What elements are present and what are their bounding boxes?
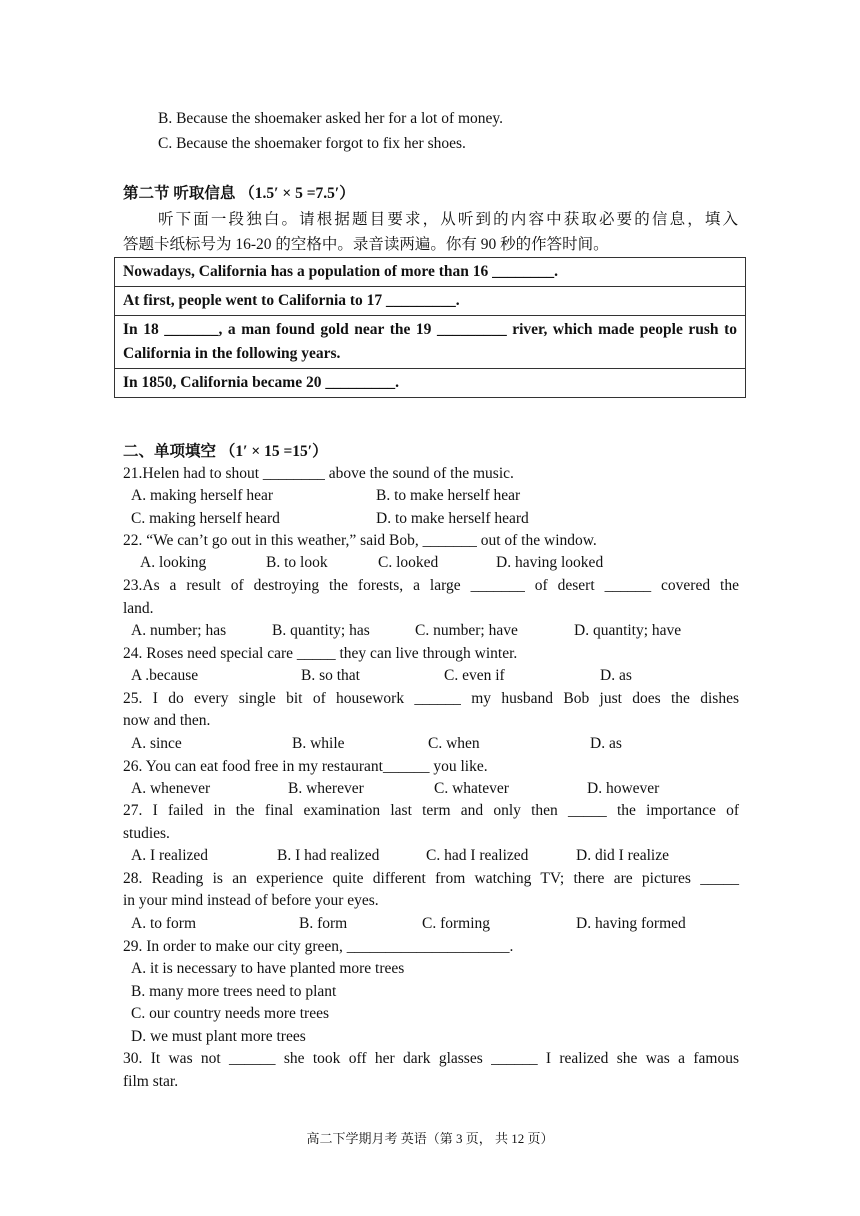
option-b: B. wherever xyxy=(288,780,364,797)
option-c: C. when xyxy=(428,735,480,752)
option-b: B. many more trees need to plant xyxy=(131,983,337,1000)
question-stem-cont: land. xyxy=(123,600,154,617)
option-c: C. Because the shoemaker forgot to fix her shoes. xyxy=(158,135,466,152)
question-stem: 28. Reading is an experience quite different from watching TV; there are pictures _____ xyxy=(123,870,739,887)
option-b: B. form xyxy=(299,915,348,932)
option-c: C. looked xyxy=(378,554,439,571)
instruction-line: 答题卡纸标号为 16-20 的空格中。录音读两遍。你有 90 秒的作答时间。 xyxy=(123,236,609,253)
info-table xyxy=(114,257,746,398)
question-stem: 22. “We can’t go out in this weather,” said Bob, _______ out of the window. xyxy=(123,532,597,549)
option-d: D. as xyxy=(590,735,622,752)
option-d: D. we must plant more trees xyxy=(131,1028,306,1045)
option-a: A. since xyxy=(131,735,182,752)
option-b: B. while xyxy=(292,735,345,752)
option-a: A. whenever xyxy=(131,780,211,797)
option-a: A. it is necessary to have planted more trees xyxy=(131,960,405,977)
option-d: D. to make herself heard xyxy=(376,510,529,527)
table-row: At first, people went to California to 17 _________. xyxy=(115,287,746,316)
option-b: B. so that xyxy=(301,667,360,684)
option-a: A. to form xyxy=(131,915,197,932)
option-d: D. as xyxy=(600,667,632,684)
option-a: A .because xyxy=(131,667,199,684)
instruction-line: 听下面一段独白。请根据题目要求，从听到的内容中获取必要的信息，填入 xyxy=(158,211,738,228)
option-b: B. to look xyxy=(266,554,328,571)
option-d: D. having looked xyxy=(496,554,604,571)
page-footer: 高二下学期月考 英语（第 3 页， 共 12 页） xyxy=(306,1131,554,1146)
question-stem-cont: now and then. xyxy=(123,712,211,729)
option-a: A. number; has xyxy=(131,622,227,639)
section-heading: 第二节 听取信息 （1.5′ × 5 =7.5′） xyxy=(123,185,355,202)
question-stem: 30. It was not ______ she took off her dark glasses ______ I realized she was a famous xyxy=(123,1050,739,1067)
question-stem-cont: in your mind instead of before your eyes. xyxy=(123,892,379,909)
option-b: B. quantity; has xyxy=(272,622,370,639)
question-stem: 27. I failed in the final examination last term and only then _____ the importance of xyxy=(123,802,739,819)
options-row xyxy=(123,846,739,866)
options-row xyxy=(123,779,739,799)
part-heading: 二、单项填空 （1′ × 15 =15′） xyxy=(123,443,328,460)
option-b: B. Because the shoemaker asked her for a lot of money. xyxy=(158,110,504,127)
option-c: C. had I realized xyxy=(426,847,529,864)
options-row xyxy=(123,621,739,641)
table-row: Nowadays, California has a population of more than 16 ________. xyxy=(115,258,746,287)
question-stem-cont: film star. xyxy=(123,1073,179,1090)
options-row xyxy=(123,914,739,934)
options-row xyxy=(123,553,739,573)
table-row: In 18 _______, a man found gold near the 19 _________ river, which made people rush to California in the following years. xyxy=(115,316,746,369)
option-d: D. having formed xyxy=(576,915,686,932)
options-row xyxy=(123,666,739,686)
option-c: C. number; have xyxy=(415,622,518,639)
option-c: C. our country needs more trees xyxy=(131,1005,329,1022)
option-c: C. whatever xyxy=(434,780,509,797)
option-d: D. however xyxy=(587,780,660,797)
option-a: A. making herself hear xyxy=(131,487,274,504)
option-d: D. did I realize xyxy=(576,847,669,864)
option-b: B. I had realized xyxy=(277,847,380,864)
question-stem: 26. You can eat food free in my restaurant______ you like. xyxy=(123,758,488,775)
option-b: B. to make herself hear xyxy=(376,487,521,504)
option-c: C. forming xyxy=(422,915,491,932)
question-stem: 21.Helen had to shout ________ above the sound of the music. xyxy=(123,465,514,482)
option-d: D. quantity; have xyxy=(574,622,682,639)
question-stem: 25. I do every single bit of housework ______ my husband Bob just does the dishes xyxy=(123,690,739,707)
question-stem: 23.As a result of destroying the forests, a large _______ of desert ______ covered the xyxy=(123,577,739,594)
option-a: A. I realized xyxy=(131,847,209,864)
question-stem: 24. Roses need special care _____ they can live through winter. xyxy=(123,645,518,662)
question-stem-cont: studies. xyxy=(123,825,170,842)
option-a: A. looking xyxy=(140,554,207,571)
question-stem: 29. In order to make our city green, _____________________. xyxy=(123,938,514,955)
table-row: In 1850, California became 20 _________. xyxy=(115,369,746,398)
option-c: C. even if xyxy=(444,667,505,684)
option-c: C. making herself heard xyxy=(131,510,280,527)
options-row xyxy=(123,734,739,754)
